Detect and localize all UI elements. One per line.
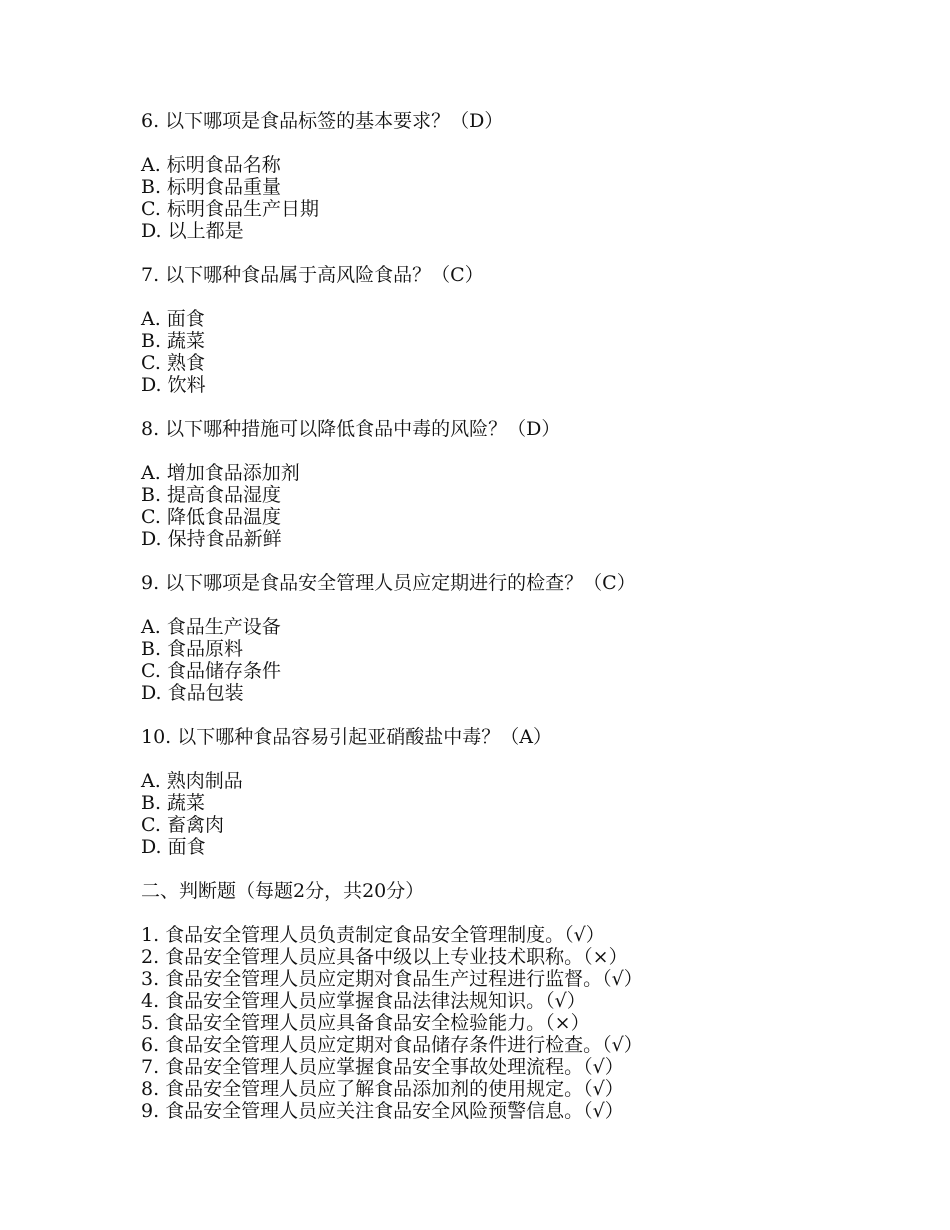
question-stem: 6. 以下哪项是食品标签的基本要求？（D） (141, 110, 504, 132)
option-c: C. 熟食 (141, 352, 205, 374)
option-d: D. 食品包装 (141, 682, 244, 704)
option-a: A. 标明食品名称 (141, 154, 281, 176)
section-heading: 二、判断题（每题2分，共20分） (141, 880, 425, 902)
question-block (141, 726, 901, 880)
judgment-item: 9. 食品安全管理人员应关注食品安全风险预警信息。（√） (141, 1100, 624, 1122)
option-b: B. 标明食品重量 (141, 176, 282, 198)
option-a: A. 食品生产设备 (141, 616, 281, 638)
option-d: D. 饮料 (141, 374, 206, 396)
question-block (141, 572, 901, 726)
judgment-item: 6. 食品安全管理人员应定期对食品储存条件进行检查。（√） (141, 1034, 643, 1056)
question-stem: 9. 以下哪项是食品安全管理人员应定期进行的检查？（C） (141, 572, 636, 594)
option-c: C. 标明食品生产日期 (141, 198, 319, 220)
question-block (141, 264, 901, 418)
option-a: A. 熟肉制品 (141, 770, 243, 792)
question-stem: 8. 以下哪种措施可以降低食品中毒的风险？（D） (141, 418, 561, 440)
option-a: A. 面食 (141, 308, 205, 330)
option-b: B. 蔬菜 (141, 330, 206, 352)
judgment-item: 1. 食品安全管理人员负责制定食品安全管理制度。（√） (141, 924, 605, 946)
question-block (141, 110, 901, 264)
question-stem: 10. 以下哪种食品容易引起亚硝酸盐中毒？（A） (141, 726, 552, 748)
option-c: C. 畜禽肉 (141, 814, 224, 836)
judgment-item: 2. 食品安全管理人员应具备中级以上专业技术职称。（×） (141, 946, 628, 968)
judgment-item: 8. 食品安全管理人员应了解食品添加剂的使用规定。（√） (141, 1078, 624, 1100)
option-c: C. 降低食品温度 (141, 506, 281, 528)
question-block (141, 418, 901, 572)
judgment-item: 4. 食品安全管理人员应掌握食品法律法规知识。（√） (141, 990, 586, 1012)
option-b: B. 蔬菜 (141, 792, 206, 814)
option-d: D. 面食 (141, 836, 206, 858)
option-a: A. 增加食品添加剂 (141, 462, 300, 484)
option-d: D. 以上都是 (141, 220, 244, 242)
option-b: B. 食品原料 (141, 638, 244, 660)
question-stem: 7. 以下哪种食品属于高风险食品？（C） (141, 264, 484, 286)
judgment-item: 5. 食品安全管理人员应具备食品安全检验能力。（×） (141, 1012, 590, 1034)
option-c: C. 食品储存条件 (141, 660, 281, 682)
option-d: D. 保持食品新鲜 (141, 528, 282, 550)
section-true-false (141, 880, 901, 1122)
document-page (141, 110, 901, 1122)
judgment-item: 3. 食品安全管理人员应定期对食品生产过程进行监督。（√） (141, 968, 643, 990)
judgment-item: 7. 食品安全管理人员应掌握食品安全事故处理流程。（√） (141, 1056, 624, 1078)
option-b: B. 提高食品湿度 (141, 484, 282, 506)
